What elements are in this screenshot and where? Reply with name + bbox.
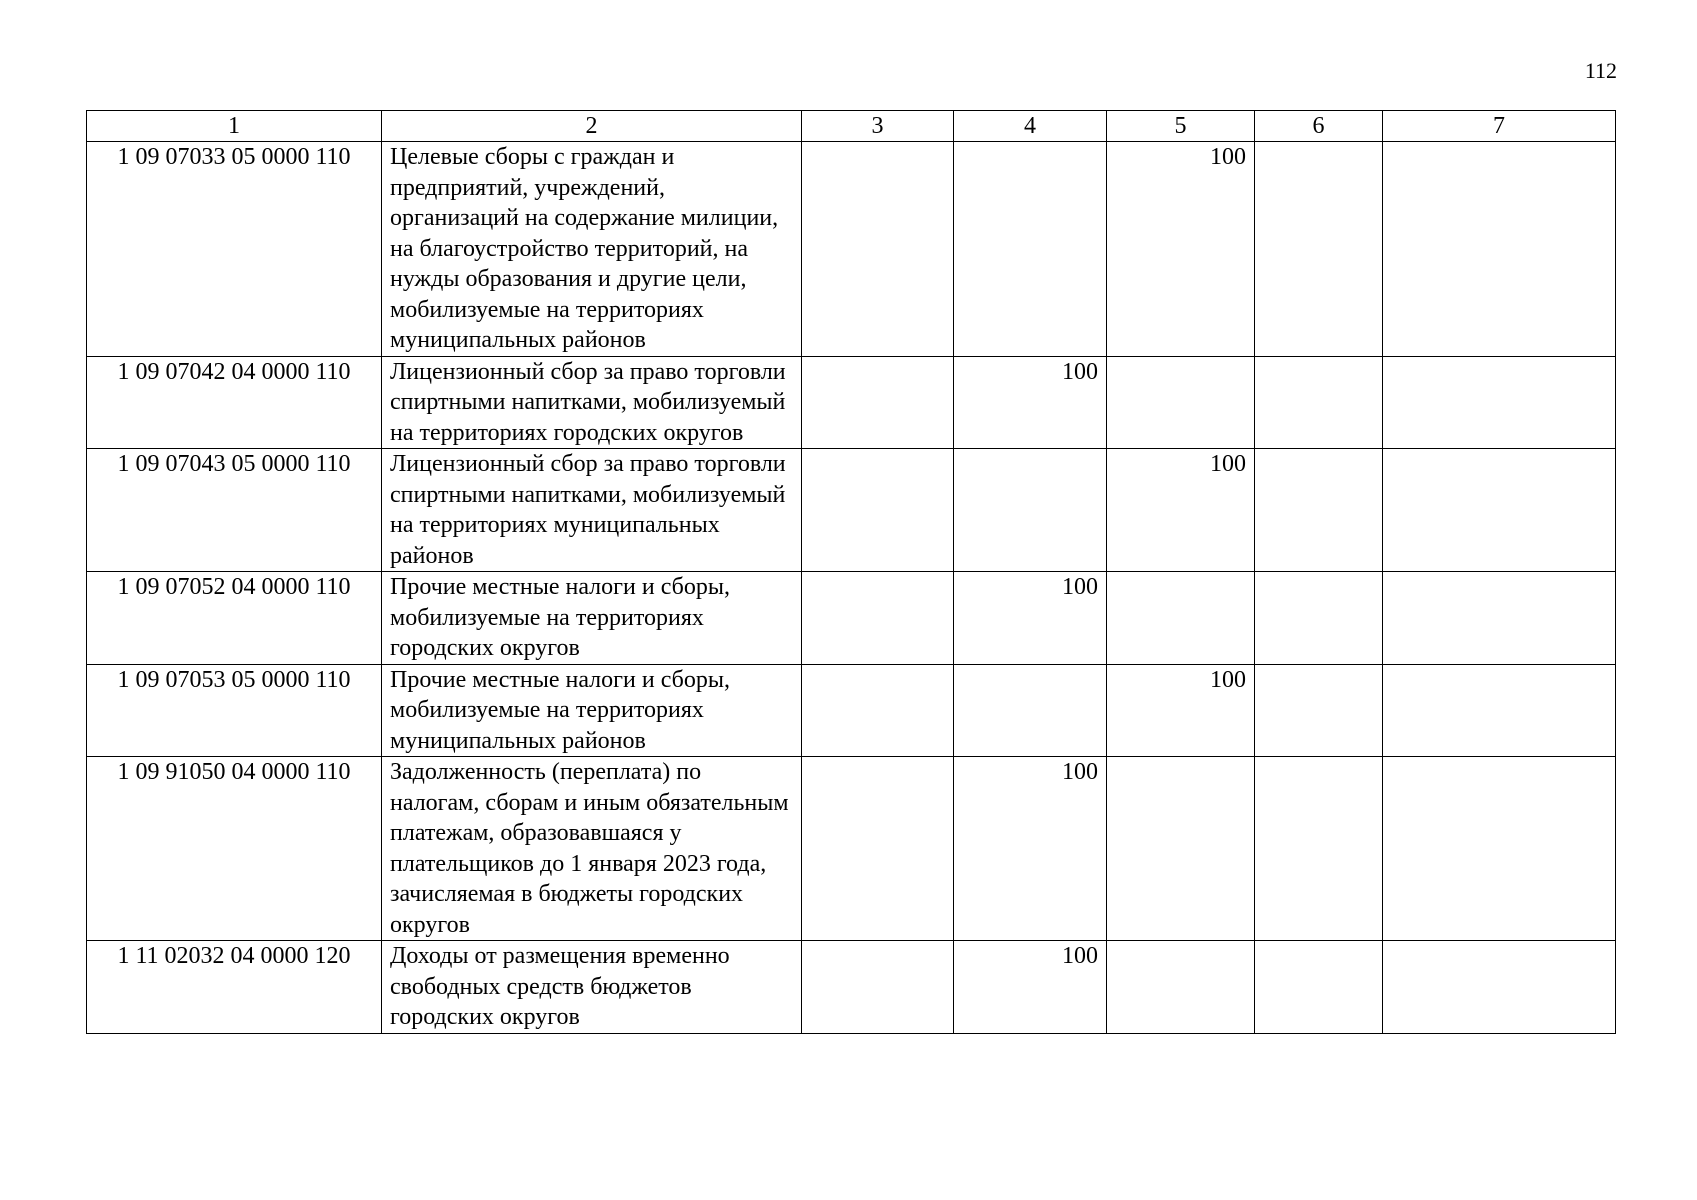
table-row [87, 664, 1616, 757]
value-cell-col5: 100 [1107, 142, 1255, 357]
value-cell-col3 [802, 142, 954, 357]
value-cell-col7 [1383, 449, 1616, 572]
value-cell-col7 [1383, 757, 1616, 941]
income-code-cell: 1 09 07043 05 0000 110 [87, 449, 382, 572]
value-cell-col3 [802, 941, 954, 1034]
income-code-cell: 1 11 02032 04 0000 120 [87, 941, 382, 1034]
value-cell-col5: 100 [1107, 664, 1255, 757]
value-cell-col3 [802, 356, 954, 449]
value-cell-col6 [1255, 356, 1383, 449]
value-cell-col6 [1255, 449, 1383, 572]
table-row [87, 941, 1616, 1034]
value-cell-col5 [1107, 941, 1255, 1034]
value-cell-col7 [1383, 941, 1616, 1034]
value-cell-col7 [1383, 356, 1616, 449]
header-row [87, 111, 1616, 142]
value-cell-col6 [1255, 664, 1383, 757]
page-number: 112 [1584, 58, 1617, 83]
value-cell-col4 [954, 142, 1107, 357]
income-code-cell: 1 09 07042 04 0000 110 [87, 356, 382, 449]
table-row [87, 449, 1616, 572]
value-cell-col5 [1107, 757, 1255, 941]
value-cell-col7 [1383, 664, 1616, 757]
value-cell-col4: 100 [954, 572, 1107, 665]
income-code-cell: 1 09 07033 05 0000 110 [87, 142, 382, 357]
value-cell-col5: 100 [1107, 449, 1255, 572]
table-row [87, 356, 1616, 449]
value-cell-col3 [802, 664, 954, 757]
value-cell-col5 [1107, 356, 1255, 449]
value-cell-col3 [802, 757, 954, 941]
value-cell-col6 [1255, 142, 1383, 357]
column-header: 6 [1255, 111, 1383, 142]
income-code-cell: 1 09 07052 04 0000 110 [87, 572, 382, 665]
table-row [87, 572, 1616, 665]
value-cell-col4 [954, 449, 1107, 572]
income-name-cell: Лицензионный сбор за право торговли спиртными напитками, мобилизуемый на территориях городских округов [382, 356, 802, 449]
value-cell-col5 [1107, 572, 1255, 665]
income-name-cell: Прочие местные налоги и сборы, мобилизуемые на территориях муниципальных районов [382, 664, 802, 757]
income-name-cell: Целевые сборы с граждан и предприятий, учреждений, организаций на содержание милиции, на благоустройство территорий, на нужды образования и другие цели, мобилизуемые на территориях муниципальных районов [382, 142, 802, 357]
value-cell-col6 [1255, 757, 1383, 941]
value-cell-col3 [802, 572, 954, 665]
value-cell-col4 [954, 664, 1107, 757]
value-cell-col4: 100 [954, 356, 1107, 449]
column-header: 2 [382, 111, 802, 142]
column-header: 5 [1107, 111, 1255, 142]
value-cell-col3 [802, 449, 954, 572]
value-cell-col6 [1255, 572, 1383, 665]
column-header: 7 [1383, 111, 1616, 142]
table-row [87, 142, 1616, 357]
value-cell-col7 [1383, 142, 1616, 357]
income-name-cell: Прочие местные налоги и сборы, мобилизуемые на территориях городских округов [382, 572, 802, 665]
value-cell-col4: 100 [954, 757, 1107, 941]
value-cell-col6 [1255, 941, 1383, 1034]
column-header: 3 [802, 111, 954, 142]
value-cell-col7 [1383, 572, 1616, 665]
income-code-cell: 1 09 07053 05 0000 110 [87, 664, 382, 757]
table-row [87, 757, 1616, 941]
column-header: 4 [954, 111, 1107, 142]
column-header: 1 [87, 111, 382, 142]
income-name-cell: Доходы от размещения временно свободных средств бюджетов городских округов [382, 941, 802, 1034]
value-cell-col4: 100 [954, 941, 1107, 1034]
income-name-cell: Задолженность (переплата) по налогам, сборам и иным обязательным платежам, образовавшаяся у плательщиков до 1 января 2023 года, зачисляемая в бюджеты городских округов [382, 757, 802, 941]
budget-table [86, 110, 1616, 1034]
income-code-cell: 1 09 91050 04 0000 110 [87, 757, 382, 941]
income-name-cell: Лицензионный сбор за право торговли спиртными напитками, мобилизуемый на территориях муниципальных районов [382, 449, 802, 572]
